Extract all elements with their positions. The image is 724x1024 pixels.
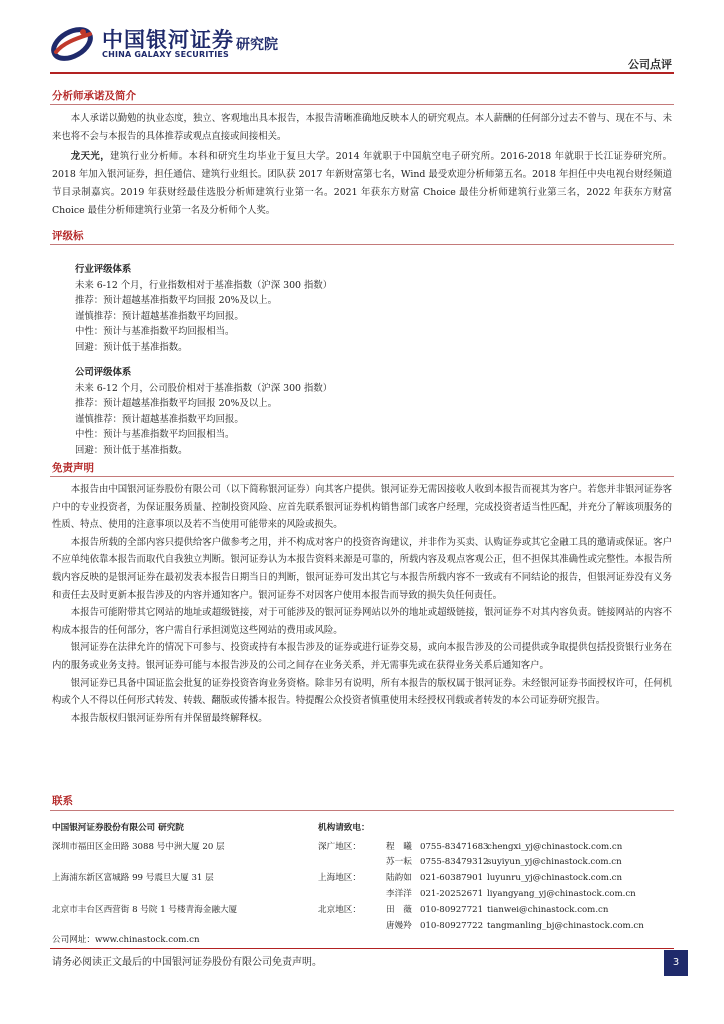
industry-rating-title: 行业评级体系	[75, 264, 132, 275]
disclaimer-paragraph: 本报告可能附带其它网站的地址或超级链接，对于可能涉及的银河证券网站以外的地址或超级链接，银河证券不对其内容负责。链接网站的内容不构成本报告的任何部分，客户需自行承担浏览这些网站的费用或风险。	[52, 607, 672, 636]
logo-institute-name: 研究院	[236, 37, 278, 53]
disclaimer-paragraph: 银河证券已具备中国证监会批复的证券投资咨询业务资格。除非另有说明，所有本报告的版权属于银河证券。未经银河证券书面授权许可，任何机构或个人不得以任何形式转发、转载、翻版或传播本报告。特提醒公众投资者慎重使用未经授权刊载或者转发的本公司证券研究报告。	[52, 677, 672, 707]
company-logo	[50, 22, 310, 68]
report-type-label: 公司点评	[628, 58, 672, 71]
analyst-bio-text: 建筑行业分析师。本科和研究生均毕业于复旦大学。2014 年就职于中国航空电子研究所。2016-2018 年就职于长江证券研究所。2018 年加入银河证券，担任通信、建筑行业组长。团队获 2017 年新财富第七名，Wind 最受欢迎分析师第五名。2018 年担任中央电视台财经频道节目录制嘉宾。2019 年获财经最佳选股分析师建筑行业第一名。2021 年获东方财富 Choice 最佳分析师建筑行业第三名，2022 年获东方财富 Choice 最佳分析师建筑行业第一名及分析师个人奖。	[52, 151, 672, 216]
region-label-beijing: 北京地区：	[318, 905, 361, 915]
galaxy-logo-icon	[50, 22, 94, 66]
contact-name: 程 曦	[386, 842, 412, 852]
contact-company-name: 中国银河证券股份有限公司 研究院	[52, 823, 184, 833]
contact-phone: 021-60387901	[420, 873, 484, 883]
analyst-commitment	[52, 110, 672, 146]
contact-email[interactable]: tangmanling_bj@chinastock.com.cn	[487, 921, 644, 931]
contact-phone: 010-80927721	[420, 905, 484, 915]
rating-section-title: 评级标	[52, 230, 84, 242]
contact-email[interactable]: suyiyun_yj@chinastock.com.cn	[487, 857, 622, 867]
contact-email[interactable]: luyunru_yj@chinastock.com.cn	[487, 873, 623, 883]
contact-phone: 0755-83471683	[420, 842, 489, 852]
company-rating-block	[75, 365, 575, 459]
contact-phone: 021-20252671	[420, 889, 484, 899]
company-rating-line: 中性：预计与基准指数平均回报相当。	[75, 429, 235, 441]
logo-company-name: 中国银河证券	[102, 28, 234, 52]
contact-phone: 010-80927722	[420, 921, 484, 931]
analyst-bio	[52, 148, 672, 220]
region-label-shanghai: 上海地区：	[318, 873, 361, 883]
address-shenzhen: 深圳市福田区金田路 3088 号中洲大厦 20 层	[52, 842, 225, 852]
section-divider	[50, 810, 674, 811]
industry-rating-block	[75, 262, 575, 356]
industry-rating-line: 谨慎推荐：预计超越基准指数平均回报。	[75, 310, 244, 322]
header-divider	[50, 72, 674, 74]
contact-name: 唐嫚羚	[386, 921, 412, 931]
company-rating-line: 回避：预计低于基准指数。	[75, 444, 188, 456]
footer-divider	[50, 948, 674, 949]
institution-contact-title: 机构请致电：	[318, 823, 370, 833]
company-website[interactable]: 公司网址：www.chinastock.com.cn	[52, 935, 200, 945]
address-shanghai: 上海浦东新区富城路 99 号震旦大厦 31 层	[52, 873, 214, 883]
disclaimer-paragraph: 银河证券在法律允许的情况下可参与、投资或持有本报告涉及的证券或进行证券交易，或向本报告涉及的公司提供或争取提供包括投资银行业务在内的服务或业务支持。银河证券可能与本报告涉及的公司之间存在业务关系，并无需事先或在获得业务关系后通知客户。	[52, 642, 672, 671]
industry-rating-line: 推荐：预计超越基准指数平均回报 20%及以上。	[75, 295, 277, 307]
company-rating-line: 谨慎推荐：预计超越基准指数平均回报。	[75, 413, 244, 425]
company-rating-line: 未来 6-12 个月，公司股价相对于基准指数（沪深 300 指数）	[75, 382, 333, 394]
disclaimer-paragraph: 本报告所载的全部内容只提供给客户做参考之用，并不构成对客户的投资咨询建议，并非作为买卖、认购证券或其它金融工具的邀请或保证。客户不应单纯依靠本报告而取代自我独立判断。银河证券认为本报告资料来源是可靠的，所载内容及观点客观公正，但不担保其准确性或完整性。本报告所载内容反映的是银河证券在最初发表本报告日期当日的判断，银河证券可发出其它与本报告所载内容不一致或有不同结论的报告，但银河证券没有义务和责任去及时更新本报告涉及的内容并通知客户。银河证券不对因客户使用本报告而导致的损失负任何责任。	[52, 536, 672, 601]
contact-email[interactable]: tianwei@chinastock.com.cn	[487, 905, 609, 915]
analyst-section-title: 分析师承诺及简介	[52, 90, 136, 102]
section-divider	[50, 476, 674, 477]
industry-rating-line: 回避：预计低于基准指数。	[75, 341, 188, 353]
disclaimer-paragraph: 本报告版权归银河证券所有并保留最终解释权。	[70, 712, 268, 724]
section-divider	[50, 244, 674, 245]
contact-phone: 0755-83479312	[420, 857, 489, 867]
page-number: 3	[664, 950, 688, 976]
logo-english-name: CHINA GALAXY SECURITIES	[102, 50, 229, 59]
contact-name: 陆韵如	[386, 873, 412, 883]
contact-name: 李洋洋	[386, 889, 412, 899]
contact-section-title: 联系	[52, 795, 73, 807]
industry-rating-line: 未来 6-12 个月，行业指数相对于基准指数（沪深 300 指数）	[75, 279, 333, 291]
disclaimer-body	[52, 481, 672, 727]
industry-rating-line: 中性：预计与基准指数平均回报相当。	[75, 326, 235, 338]
contact-name: 田 薇	[386, 905, 412, 915]
contact-email[interactable]: chengxi_yj@chinastock.com.cn	[487, 842, 623, 852]
disclaimer-section-title: 免责声明	[52, 462, 94, 474]
contact-name: 苏一耘	[386, 857, 412, 867]
company-rating-line: 推荐：预计超越基准指数平均回报 20%及以上。	[75, 398, 277, 410]
region-label-shenzhen: 深广地区：	[318, 842, 361, 852]
address-beijing: 北京市丰台区西营街 8 号院 1 号楼青海金融大厦	[52, 905, 238, 915]
contact-email[interactable]: liyangyang_yj@chinastock.com.cn	[487, 889, 636, 899]
company-rating-title: 公司评级体系	[75, 367, 132, 378]
disclaimer-paragraph: 本报告由中国银河证券股份有限公司（以下简称银河证券）向其客户提供。银河证券无需因接收人收到本报告而视其为客户。若您并非银河证券客户中的专业投资者，为保证服务质量、控制投资风险、应首先联系银河证券机构销售部门或客户经理，完成投资者适当性匹配，并充分了解该项服务的性质、特点、使用的注意事项以及若不当使用可能带来的风险或损失。	[52, 484, 672, 531]
section-divider	[50, 104, 674, 105]
analyst-name: 龙天光，	[70, 151, 111, 162]
commitment-text: 本人承诺以勤勉的执业态度，独立、客观地出具本报告，本报告清晰准确地反映本人的研究观点。本人薪酬的任何部分过去不曾与、现在不与、未来也将不会与本报告的具体推荐或观点直接或间接相关。	[52, 113, 672, 142]
footer-disclaimer-note: 请务必阅读正文最后的中国银河证券股份有限公司免责声明。	[52, 957, 322, 968]
